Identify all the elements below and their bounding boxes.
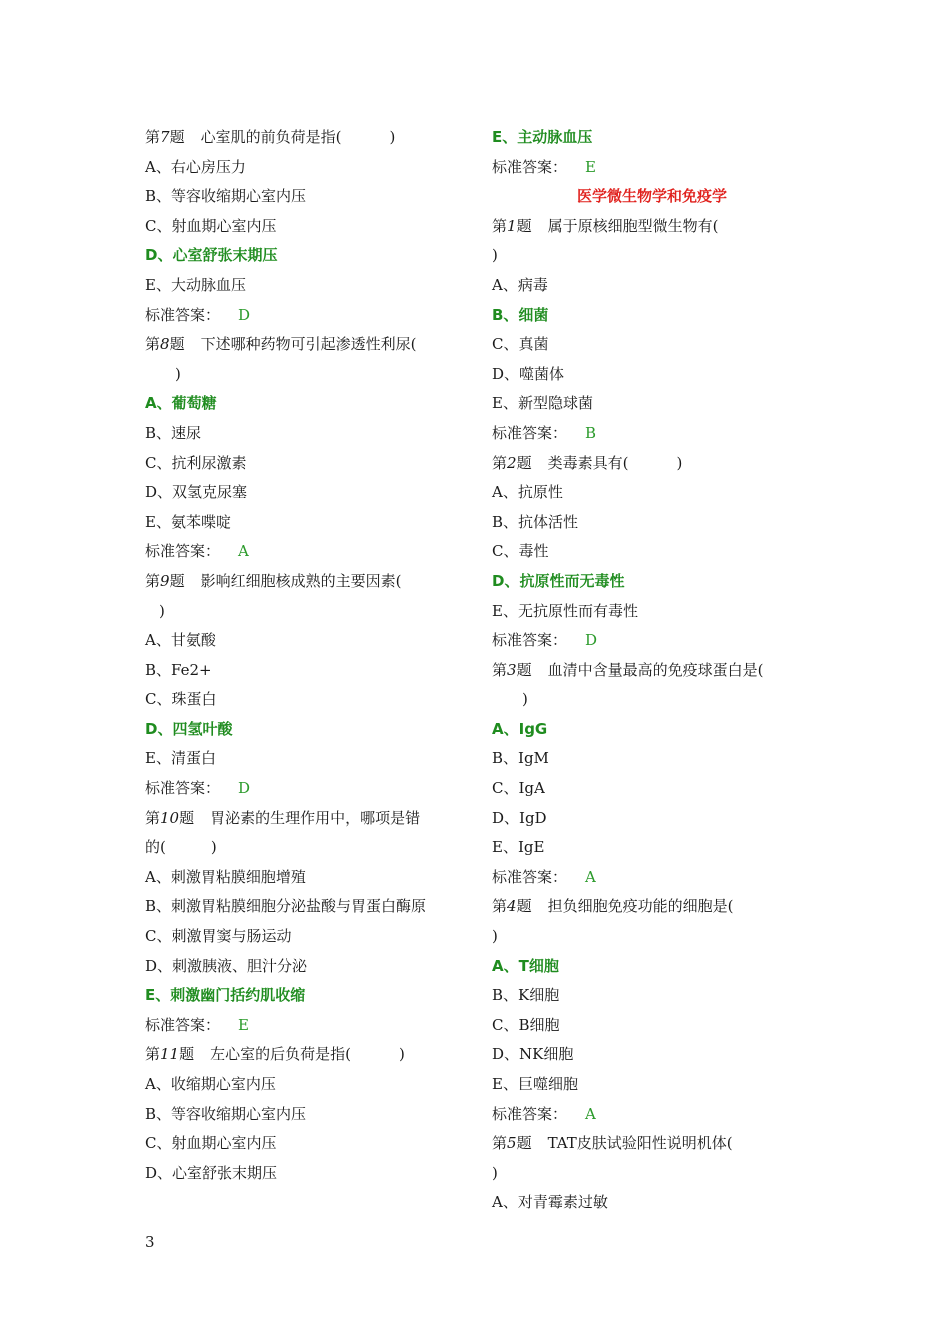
answer-label: 标准答案： [145, 779, 221, 798]
question-number: 8 [160, 335, 170, 354]
question-text: 胃泌素的生理作用中，哪项是错 [210, 808, 421, 827]
option: E、大动脉血压 [145, 275, 246, 294]
question-close-paren: ) [398, 1045, 405, 1064]
question-number: 5 [507, 1134, 517, 1153]
answer-value: E [238, 1015, 249, 1034]
question-label: 第 [492, 897, 508, 916]
answer-value: A [585, 867, 596, 886]
option-correct: D、抗原性而无毒性 [492, 571, 625, 590]
question-number: 7 [160, 128, 170, 146]
option: B、刺激胃粘膜细胞分泌盐酸与胃蛋白酶原 [145, 897, 427, 916]
question-4 [492, 892, 812, 922]
option: A、右心房压力 [145, 157, 246, 176]
option: B、K细胞 [492, 986, 560, 1005]
answer-label: 标准答案： [492, 631, 568, 650]
answer-value: D [238, 305, 251, 324]
question-continuation: ) [159, 601, 165, 620]
question-number: 4 [507, 897, 517, 916]
page-number: 3 [145, 1233, 155, 1251]
answer-value: E [585, 157, 596, 176]
answer-label: 标准答案： [145, 542, 221, 561]
question-label: 第 [145, 1045, 161, 1064]
question-suffix: 题 [179, 1045, 195, 1064]
question-text: 血清中含量最高的免疫球蛋白是( [547, 660, 764, 679]
option: D、心室舒张末期压 [145, 1163, 278, 1182]
question-label: 第 [145, 571, 161, 590]
standard-answer [145, 1011, 465, 1041]
answer-value: B [585, 423, 597, 442]
question-close-paren: ) [676, 453, 683, 472]
option-correct: D、四氢叶酸 [145, 719, 233, 738]
question-continuation: ) [492, 246, 498, 265]
option: E、清蛋白 [145, 749, 216, 768]
option: E、新型隐球菌 [492, 394, 593, 413]
option: C、抗利尿激素 [145, 453, 247, 472]
answer-label: 标准答案： [492, 423, 568, 442]
answer-label: 标准答案： [492, 1104, 568, 1123]
question-suffix: 题 [516, 897, 532, 916]
option: A、收缩期心室内压 [145, 1075, 276, 1093]
standard-answer [492, 419, 812, 449]
question-number: 9 [160, 571, 170, 590]
option: B、等容收缩期心室内压 [145, 187, 307, 206]
question-text: 类毒素具有( [547, 453, 629, 472]
question-label: 第 [492, 453, 508, 472]
answer-label: 标准答案： [492, 867, 568, 886]
question-number: 11 [160, 1045, 180, 1064]
option: D、噬菌体 [492, 364, 565, 383]
answer-value: A [238, 542, 249, 561]
question-7 [145, 123, 465, 153]
question-number: 1 [507, 216, 517, 235]
question-9 [145, 567, 465, 597]
option: E、IgE [492, 838, 545, 857]
question-label: 第 [492, 216, 508, 235]
option: B、Fe2+ [145, 660, 212, 679]
question-close-paren: ) [389, 128, 396, 146]
standard-answer [145, 301, 465, 331]
question-text: TAT皮肤试验阳性说明机体( [547, 1134, 733, 1153]
option: C、珠蛋白 [145, 690, 217, 709]
question-number: 3 [507, 660, 517, 679]
option: C、刺激胃窦与肠运动 [145, 927, 292, 946]
standard-answer [492, 863, 812, 893]
option-correct: A、葡萄糖 [145, 394, 217, 413]
question-continuation: ) [492, 927, 498, 946]
option-correct: A、T细胞 [492, 956, 559, 975]
option: A、抗原性 [492, 483, 563, 502]
option: C、B细胞 [492, 1015, 560, 1034]
question-label: 第 [145, 808, 161, 827]
option: D、IgD [492, 808, 547, 827]
standard-answer [492, 153, 812, 183]
option: A、刺激胃粘膜细胞增殖 [145, 867, 306, 886]
question-continuation: 的( ) [145, 838, 217, 857]
question-label: 第 [145, 128, 161, 146]
option: C、毒性 [492, 542, 549, 561]
question-suffix: 题 [516, 216, 532, 235]
option: D、双氢克尿塞 [145, 483, 248, 502]
question-text: 影响红细胞核成熟的主要因素( [200, 571, 402, 590]
option: E、氨苯喋啶 [145, 512, 231, 531]
option-correct: E、刺激幽门括约肌收缩 [145, 986, 306, 1005]
question-text: 下述哪种药物可引起渗透性利尿( [200, 335, 417, 354]
question-suffix: 题 [516, 660, 532, 679]
question-2 [492, 449, 812, 479]
option: E、无抗原性而有毒性 [492, 601, 638, 620]
question-11 [145, 1040, 465, 1070]
question-label: 第 [145, 335, 161, 354]
question-8 [145, 330, 465, 360]
option: A、对青霉素过敏 [492, 1193, 608, 1212]
option: E、巨噬细胞 [492, 1075, 578, 1093]
question-continuation: ) [522, 690, 528, 709]
standard-answer [492, 626, 812, 656]
question-suffix: 题 [516, 453, 532, 472]
section-title: 医学微生物学和免疫学 [576, 187, 727, 206]
option-correct: A、IgG [492, 719, 548, 738]
option: A、病毒 [492, 275, 548, 294]
question-continuation: ) [175, 364, 181, 383]
question-continuation: ) [492, 1163, 498, 1182]
right-column [492, 123, 812, 1218]
option: C、真菌 [492, 335, 549, 354]
question-text: 属于原核细胞型微生物有( [547, 216, 719, 235]
standard-answer [492, 1100, 812, 1130]
answer-value: D [238, 779, 251, 798]
question-10 [145, 804, 465, 834]
option: C、射血期心室内压 [145, 1134, 277, 1153]
answer-label: 标准答案： [145, 305, 221, 324]
option-correct: E、主动脉血压 [492, 128, 593, 146]
option: B、IgM [492, 749, 549, 768]
question-suffix: 题 [169, 128, 185, 146]
option: C、射血期心室内压 [145, 216, 277, 235]
option: B、抗体活性 [492, 512, 579, 531]
question-label: 第 [492, 660, 508, 679]
question-5 [492, 1129, 812, 1159]
answer-label: 标准答案： [145, 1015, 221, 1034]
option-correct: D、心室舒张末期压 [145, 246, 278, 265]
standard-answer [145, 774, 465, 804]
answer-value: D [585, 631, 598, 650]
question-label: 第 [492, 1134, 508, 1153]
question-3 [492, 656, 812, 686]
question-number: 10 [160, 808, 180, 827]
option: D、NK细胞 [492, 1045, 574, 1064]
option: B、等容收缩期心室内压 [145, 1104, 307, 1123]
question-suffix: 题 [179, 808, 195, 827]
answer-label: 标准答案： [492, 157, 568, 176]
standard-answer [145, 537, 465, 567]
option: B、速尿 [145, 423, 202, 442]
option-correct: B、细菌 [492, 305, 549, 324]
answer-value: A [585, 1104, 596, 1123]
question-text: 担负细胞免疫功能的细胞是( [547, 897, 734, 916]
option: A、甘氨酸 [145, 631, 216, 650]
question-suffix: 题 [516, 1134, 532, 1153]
question-number: 2 [507, 453, 517, 472]
question-suffix: 题 [169, 335, 185, 354]
option: D、刺激胰液、胆汁分泌 [145, 956, 308, 975]
question-suffix: 题 [169, 571, 185, 590]
question-text: 心室肌的前负荷是指( [200, 128, 342, 146]
option: C、IgA [492, 779, 545, 798]
question-text: 左心室的后负荷是指( [210, 1045, 351, 1064]
left-column [145, 123, 465, 1188]
question-1 [492, 212, 812, 242]
